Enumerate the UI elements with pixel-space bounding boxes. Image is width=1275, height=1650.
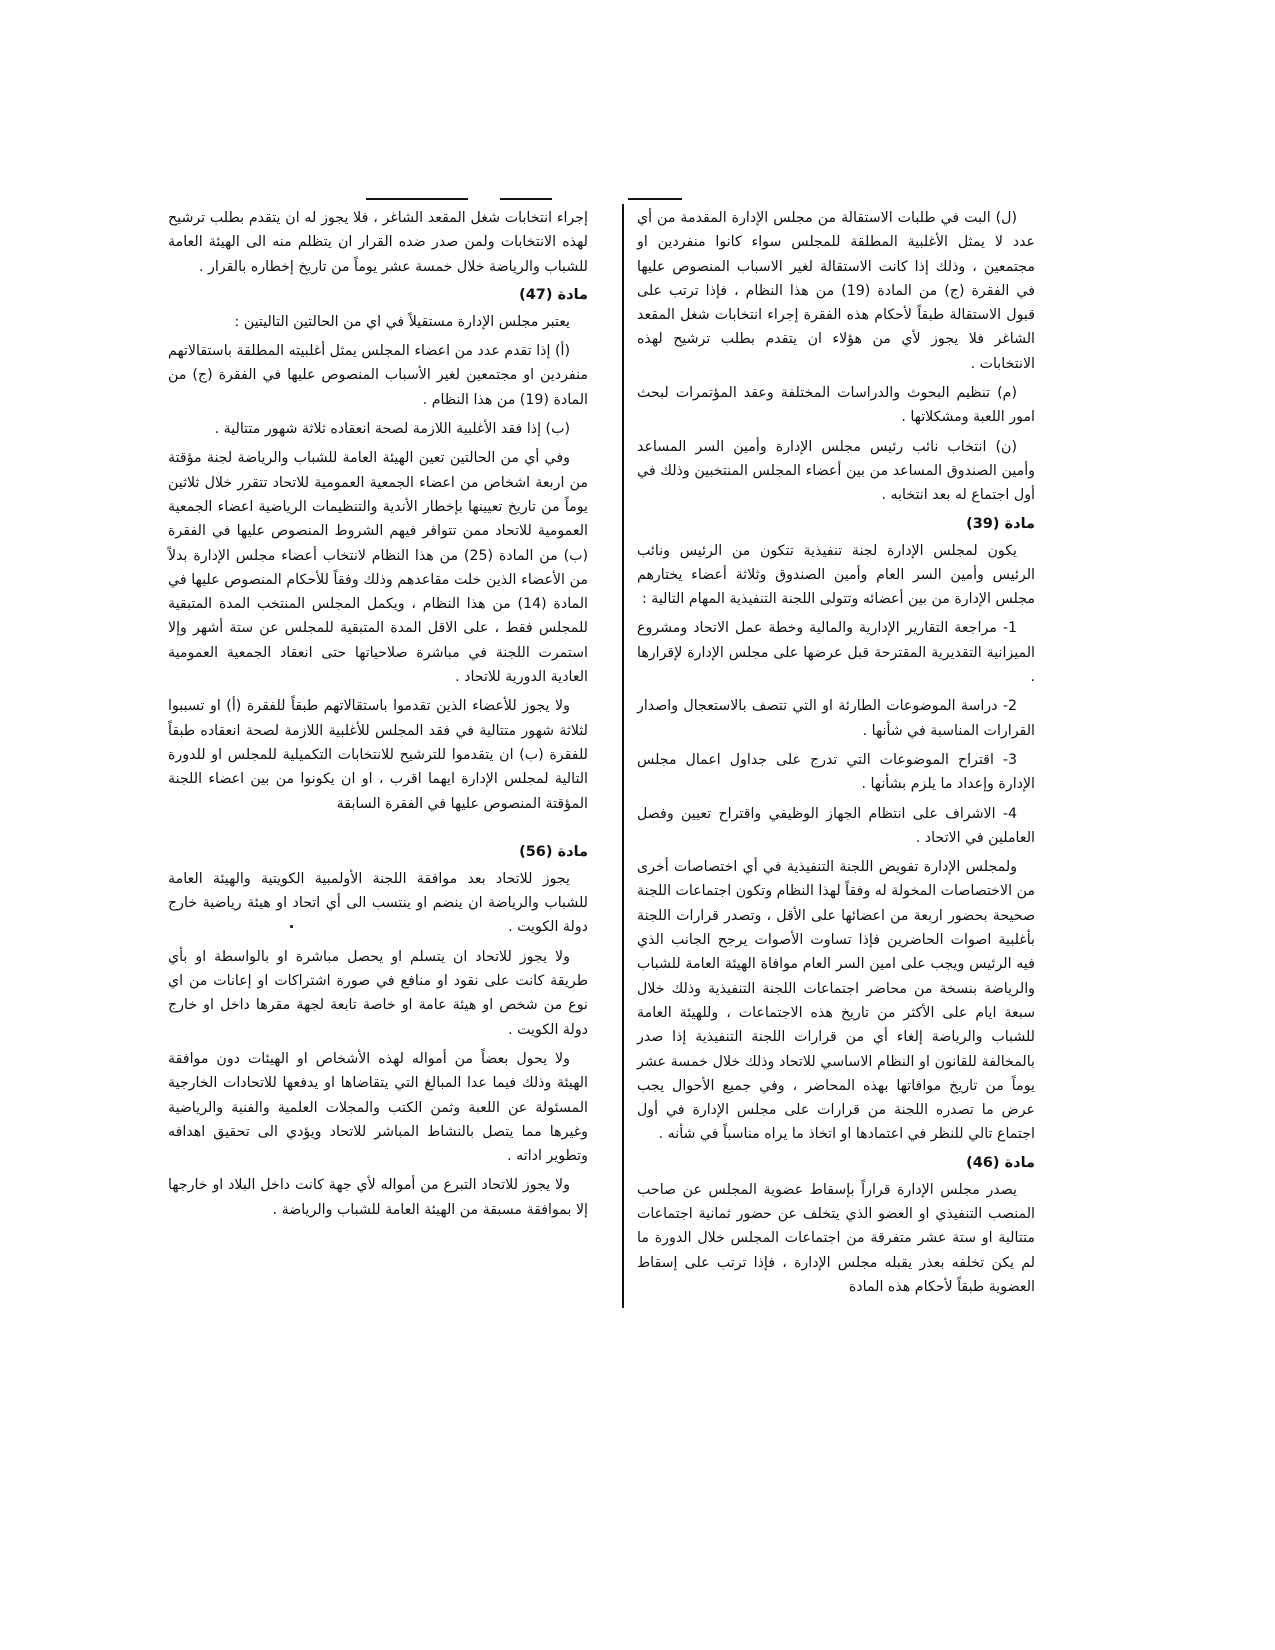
header-rule-right — [628, 198, 682, 200]
paragraph-n: (ن) انتخاب نائب رئيس مجلس الإدارة وأمين السر المساعد وأمين الصندوق المساعد من بين أعضاء المجلس المنتخبين وذلك في أول اجتماع له بعد انتخابه . — [637, 438, 1035, 504]
continuation-text: إجراء انتخابات شغل المقعد الشاغر ، فلا يجوز له ان يتقدم بطلب ترشيح لهذه الانتخابات ولمن صدر ضده القرار ان يتظلم منه الى الهيئة العامة للشباب والرياضة خلال خمسة عشر يوماً من تاريخ إخطاره بالقرار . — [168, 210, 588, 275]
article-39-heading: مادة (39) — [966, 515, 1035, 532]
header-rule-left — [366, 198, 468, 200]
article-47-clause-b: (ب) إذا فقد الأغلبية اللازمة لصحة انعقاده ثلاثة شهور متتالية . — [214, 421, 570, 438]
article-56-para-1: يجوز للاتحاد بعد موافقة اللجنة الأولمبية الكويتية والهيئة العامة للشباب والرياضة ان ينضم او ينتسب الى أي اتحاد او هيئة رياضية خارج دولة الكويت . — [168, 870, 588, 936]
article-47-clause-a: (أ) إذا تقدم عدد من اعضاء المجلس يمثل أغلبيته المطلقة باستقالاتهم منفردين او مجتمعين لغير الأسباب المنصوص عليها في الفقرة (ج) من المادة (19) من هذا النظام . — [168, 343, 588, 408]
article-47-text-2: ولا يجوز للأعضاء الذين تقدموا باستقالاتهم طبقاً للفقرة (أ) او تسببوا لثلاثة شهور متتالية في فقد المجلس للأغلبية اللازمة لصحة انعقاده طبقاً للفقرة (ب) ان يتقدموا للترشيح للانتخابات التكميلية للمجلس او للدورة التالية لمجلس الإدارة ايهما اقرب ، او ان يكونوا من بين اعضاء اللجنة المؤقتة المنصوص عليها في الفقرة السابقة — [168, 698, 588, 812]
article-39-intro: يكون لمجلس الإدارة لجنة تنفيذية تتكون من الرئيس ونائب الرئيس وأمين السر العام وأمين الصندوق وثلاثة أعضاء يختارهم مجلس الإدارة من بين أعضائه وتتولى اللجنة التنفيذية المهام التالية : — [637, 542, 1035, 608]
article-56-heading: مادة (56) — [519, 843, 588, 860]
article-39-item-2: 2- دراسة الموضوعات الطارئة او التي تتصف بالاستعجال واصدار القرارات المناسبة في شأنها . — [637, 698, 1035, 739]
article-56-para-4: ولا يجوز للاتحاد التبرع من أمواله لأي جهة كانت داخل البلاد او خارجها إلا بموافقة مسبقة من الهيئة العامة للشباب والرياضة . — [168, 1177, 588, 1218]
article-39-item-1: 1- مراجعة التقارير الإدارية والمالية وخطة عمل الاتحاد ومشروع الميزانية التقديرية المقترحة قبل عرضها على مجلس الإدارة لإقرارها . — [637, 620, 1035, 686]
article-46-text: يصدر مجلس الإدارة قراراً بإسقاط عضوية المجلس عن صاحب المنصب التنفيذي او العضو الذي يتخلف عن حضور ثمانية اجتماعات متتالية او ستة عشر متفرقة من اجتماعات المجلس خلال الدورة ما لم يكن تخلفه بعذر يقبله مجلس الإدارة ، فإذا ترتب على إسقاط العضوية طبقاً لأحكام هذه المادة — [637, 1181, 1035, 1295]
header-rule-middle — [500, 198, 552, 200]
article-47-text-1: وفي أي من الحالتين تعين الهيئة العامة للشباب والرياضة لجنة مؤقتة من اربعة اشخاص من اعضاء الجمعية العمومية للاتحاد تتقرر خلال ثلاثين يوماً من تاريخ تعيينها بإخطار الأندية والتنظيمات الرياضية اعضاء الجمعية العمومية للاتحاد ممن تتوافر فيهم الشروط المنصوص عليها في الفقرة (ب) من المادة (25) من هذا النظام لانتخاب أعضاء مجلس الإدارة بدلاً من الأعضاء الذين خلت مقاعدهم وذلك وفقاً للأحكام المنصوص عليها في المادة (14) من هذا النظام ، ويكمل المجلس المنتخب المدة المتبقية للمجلس فقط ، على الاقل المدة المتبقية للمجلس عن ستة أشهر وإلا استمرت اللجنة في مباشرة صلاحياتها حتى انعقاد الجمعية العمومية العادية الدورية للاتحاد . — [168, 450, 588, 686]
column-divider — [622, 204, 624, 1308]
article-56-para-2: ولا يجوز للاتحاد ان يتسلم او يحصل مباشرة او بالواسطة او بأي طريقة كانت على نقود او منافع في صورة اشتراكات او إعانات من اي نوع من شخص او هيئة عامة او خاصة تابعة لجهة مقرها داخل او خارج دولة الكويت . — [168, 948, 588, 1038]
paragraph-m: (م) تنظيم البحوث والدراسات المختلفة وعقد المؤتمرات لبحث امور اللعبة ومشكلاتها . — [637, 385, 1035, 426]
article-46-heading: مادة (46) — [966, 1154, 1035, 1171]
article-47-heading: مادة (47) — [519, 286, 588, 303]
article-39-item-3: 3- اقتراح الموضوعات التي تدرج على جداول اعمال مجلس الإدارة وإعداد ما يلزم بشأنها . — [637, 751, 1035, 793]
article-39-item-4: 4- الاشراف على انتظام الجهاز الوظيفي واقتراح تعيين وفصل العاملين في الاتحاد . — [637, 805, 1035, 846]
article-56-para-3: ولا يحول بعضاً من أمواله لهذه الأشخاص او الهيئات دون موافقة الهيئة وذلك فيما عدا المبالغ التي يتقاضاها او يدفعها للاتحادات الخارجية المسئولة عن اللعبة وثمن الكتب والمجلات العلمية والفنية والرياضية وغيرها مما يتصل بالنشاط المباشر للاتحاد ويؤدي الى تحقيق اهدافه وتطوير اداته . — [168, 1050, 588, 1165]
article-39-closing: ولمجلس الإدارة تفويض اللجنة التنفيذية في أي اختصاصات أخرى من الاختصاصات المخولة له وفقاً لهذا النظام وتكون اجتماعات اللجنة صحيحة بحضور اربعة من اعضائها على الأقل ، وتصدر قرارات اللجنة بأغلبية اصوات الحاضرين فإذا تساوت الأصوات يرجح الجانب الذي فيه الرئيس ويجب على امين السر العام موافاة الهيئة العامة للشباب والرياضة بنسخة من محاضر اجتماعات اللجنة التنفيذية وذلك خلال سبعة ايام على الأكثر من تاريخ هذه الاجتماعات ، وللهيئة العامة للشباب والرياضة إلغاء أي من قرارات اللجنة التنفيذية إذا صدر بالمخالفة للقانون او النظام الاساسي للاتحاد وذلك خلال خمسة عشر يوماً من تاريخ موافاتها بهذه المحاضر ، وفي جميع الأحوال يجب عرض ما تصدره اللجنة من قرارات على مجلس الإدارة في أول اجتماع تالي للنظر في اعتمادها او اتخاذ ما يراه مناسباً في شأنه . — [637, 859, 1035, 1143]
paragraph-l: (ل) البت في طلبات الاستقالة من مجلس الإدارة المقدمة من أي عدد لا يمثل الأغلبية المطلقة للمجلس سواء كانوا منفردين او مجتمعين ، وذلك إذا كانت الاستقالة لغير الاسباب المنصوص عليها في الفقرة (ج) من المادة (19) من هذا النظام ، فإذا ترتب على قبول الاستقالة طبقاً لأحكام هذه الفقرة إجراء انتخابات شغل المقعد الشاغر فلا يجوز لأي من هؤلاء ان يتقدم بطلب ترشيح لهذه الانتخابات . — [637, 210, 1035, 372]
left-column — [168, 206, 588, 1227]
spacer — [168, 821, 588, 841]
article-47-intro: يعتبر مجلس الإدارة مستقيلاً في اي من الحالتين التاليتين : — [234, 313, 570, 330]
right-column — [637, 206, 1035, 1304]
